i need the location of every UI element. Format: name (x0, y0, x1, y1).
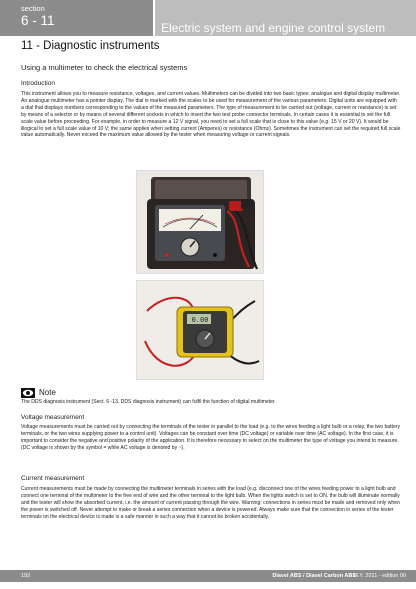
voltage-text: Voltage measurements must be carried out by connecting the terminals of the tester in parallel to the load (e.g. to the wires feeding a light bulb or a relay, the two battery terminals, or the two wires supplying power to a control unit). Voltages can be constant over time (DC voltage) or variable over time (AC voltage). In the first case, it is important to consider the negative and positive polarity of the application. It is therefore necessary to select on the multimeter the type of voltage you intend to measure. (DC voltage is shown by the symbol = while AC voltage is denoted by ~). (21, 424, 401, 451)
introduction-text: This instrument allows you to measure resistance, voltages, and current values. Multimeters can be divided into two basic types: analogue and digital display multimeter. An analogue multimeter has a pointer display. The dial is marked with the scales to be used for measurement of the various parameters. Digital units are equipped with a dial that displays numbers corresponding to the values of the measured parameters. The type of measurement to be carried out (voltage, current or resistance) is set by means of a selector or by means of several different sockets in which to insert the two test probe connector terminals. In certain cases it is essential to set the full scale value before proceeding. For example, in order to measure a 12 V signal, you need to set a full scale that is close to this value (e.g. 15 V or 20 V). It would be illogical to set a full scale value of 10 V; the same applies when setting current (Amperes) or resistance (Ohms). Sometimes the instrument can set the required full scale value automatically. Never exceed the maximum value allowed by the tester when measuring voltage or current signals. (21, 91, 401, 139)
footer-edition: - M.Y. 2011 - edition 00 (349, 573, 406, 579)
digital-multimeter-photo (136, 280, 264, 380)
voltage-heading: Voltage measurement (21, 414, 85, 421)
page-number: 192 (21, 573, 31, 579)
page-title: 11 - Diagnostic instruments (21, 40, 160, 52)
analogue-multimeter-photo (136, 170, 264, 274)
page-header (0, 0, 416, 36)
section-number: 6 - 11 (21, 13, 55, 28)
section-label: section (21, 4, 45, 13)
section-block (0, 0, 153, 36)
introduction-heading: Introduction (21, 80, 55, 87)
digital-multimeter-illustration (137, 281, 264, 380)
current-heading: Current measurement (21, 475, 85, 482)
note-label: Note (39, 388, 56, 397)
current-text: Current measurements must be made by connecting the multimeter terminals in series with the load (e.g. disconnect one of the wires feeding power to a light bulb and connect one terminal of the multimeter to the free end of wire and the other terminal to the light bulb. When the lights switch is set to ON, the bulb will illuminate normally and the tester will show the absorbed current, i.e. the amount of current passing through the wire. Warning: connections in series must be made and removed only when the power is switched off. Never attempt to make or break a series connection when a device is powered. Always make sure that the connection in series of the tester terminals on the electrical device is made is a safe manner in such a way that it cannot be broken accidentally. (21, 486, 400, 520)
chapter-title: Electric system and engine control system (155, 0, 416, 36)
page-footer (0, 570, 416, 582)
analogue-multimeter-illustration (137, 171, 264, 274)
note-row (21, 387, 56, 398)
footer-model: Diavel ABS / Diavel Carbon ABS (272, 573, 356, 579)
display-reading: 0.00 (191, 316, 209, 324)
eye-icon (21, 388, 35, 398)
page-subtitle: Using a multimeter to check the electrical systems (21, 63, 188, 72)
note-text: The DDS diagnosis instrument (Sect. 6 -13, DDS diagnosis instrument) can fulfil the function of digital multimeter. (21, 399, 276, 405)
